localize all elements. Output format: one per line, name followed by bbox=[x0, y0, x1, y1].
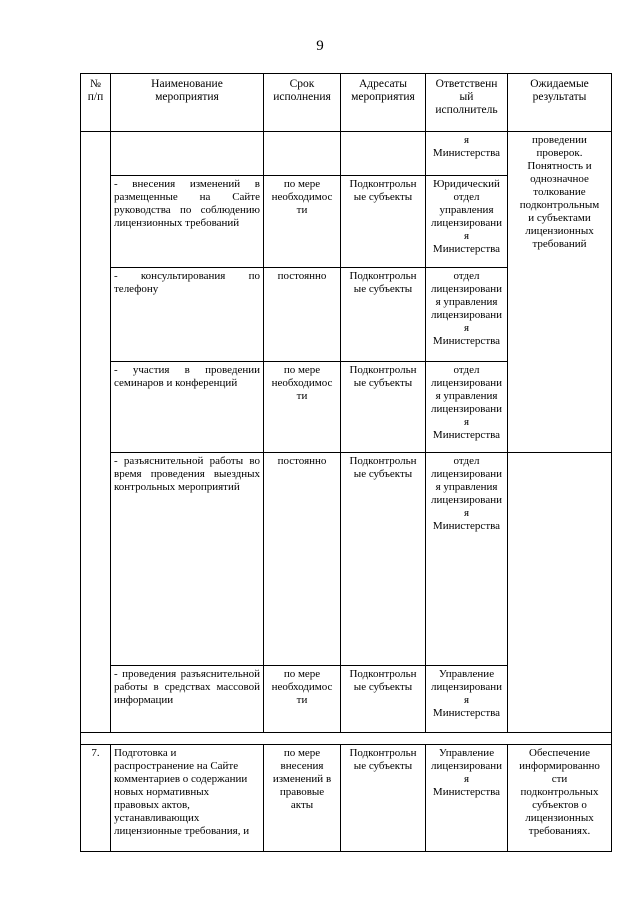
header-row bbox=[81, 74, 612, 132]
table-row-7 bbox=[81, 745, 612, 852]
row-name: - проведения разъяснительной работы в средствах массовой информации bbox=[111, 666, 264, 733]
row-name: - внесения изменений в размещенные на Сайте руководства по соблюдению лицензионных требований bbox=[111, 176, 264, 268]
row-responsible: отдел лицензировани я управления лицензировани я Министерства bbox=[426, 362, 508, 453]
row-addressees: Подконтрольн ые субъекты bbox=[341, 453, 426, 666]
header-term: Срок исполнения bbox=[264, 74, 341, 132]
row-term: по мере необходимос ти bbox=[264, 176, 341, 268]
plan-table bbox=[80, 73, 612, 852]
row-addressees: Подконтрольн ые субъекты bbox=[341, 666, 426, 733]
row-term: постоянно bbox=[264, 268, 341, 362]
continuation-term-cell bbox=[264, 132, 341, 176]
row-name: - участия в проведении семинаров и конференций bbox=[111, 362, 264, 453]
header-name: Наименование мероприятия bbox=[111, 74, 264, 132]
row7-name: Подготовка и распространение на Сайте комментариев о содержании новых нормативных правовых актов, устанавливающих лицензионные требования, и bbox=[111, 745, 264, 852]
table-row bbox=[81, 453, 612, 666]
row-name: - разъяснительной работы во время проведения выездных контрольных мероприятий bbox=[111, 453, 264, 666]
continuation-num-cell bbox=[81, 132, 111, 733]
row7-results: Обеспечение информированно сти подконтрольных субъектов о лицензионных требованиях. bbox=[508, 745, 612, 852]
continuation-row bbox=[81, 132, 612, 176]
row-addressees: Подконтрольн ые субъекты bbox=[341, 362, 426, 453]
continuation-name-cell bbox=[111, 132, 264, 176]
continuation-results-cell: проведении проверок. Понятность и однозначное толкование подконтрольным и субъектами лицензионных требований bbox=[508, 132, 612, 453]
row-addressees: Подконтрольн ые субъекты bbox=[341, 268, 426, 362]
row-name: - консультирования по телефону bbox=[111, 268, 264, 362]
header-results: Ожидаемые результаты bbox=[508, 74, 612, 132]
row7-term: по мере внесения изменений в правовые акты bbox=[264, 745, 341, 852]
row-responsible: Юридический отдел управления лицензировани я Министерства bbox=[426, 176, 508, 268]
continuation-addressees-cell bbox=[341, 132, 426, 176]
header-num: № п/п bbox=[81, 74, 111, 132]
row7-num: 7. bbox=[81, 745, 111, 852]
header-addressees: Адресаты мероприятия bbox=[341, 74, 426, 132]
results-empty-cell bbox=[508, 453, 612, 733]
row-addressees: Подконтрольн ые субъекты bbox=[341, 176, 426, 268]
row-responsible: отдел лицензировани я управления лицензировани я Министерства bbox=[426, 453, 508, 666]
page-number: 9 bbox=[316, 38, 324, 54]
row-responsible: Управление лицензировани я Министерства bbox=[426, 666, 508, 733]
row-responsible: отдел лицензировани я управления лицензировани я Министерства bbox=[426, 268, 508, 362]
row-term: по мере необходимос ти bbox=[264, 666, 341, 733]
row-term: по мере необходимос ти bbox=[264, 362, 341, 453]
row7-addressees: Подконтрольн ые субъекты bbox=[341, 745, 426, 852]
header-responsible: Ответственн ый исполнитель bbox=[426, 74, 508, 132]
table-gap bbox=[81, 733, 612, 745]
row-term: постоянно bbox=[264, 453, 341, 666]
continuation-responsible-cell: я Министерства bbox=[426, 132, 508, 176]
row7-responsible: Управление лицензировани я Министерства bbox=[426, 745, 508, 852]
